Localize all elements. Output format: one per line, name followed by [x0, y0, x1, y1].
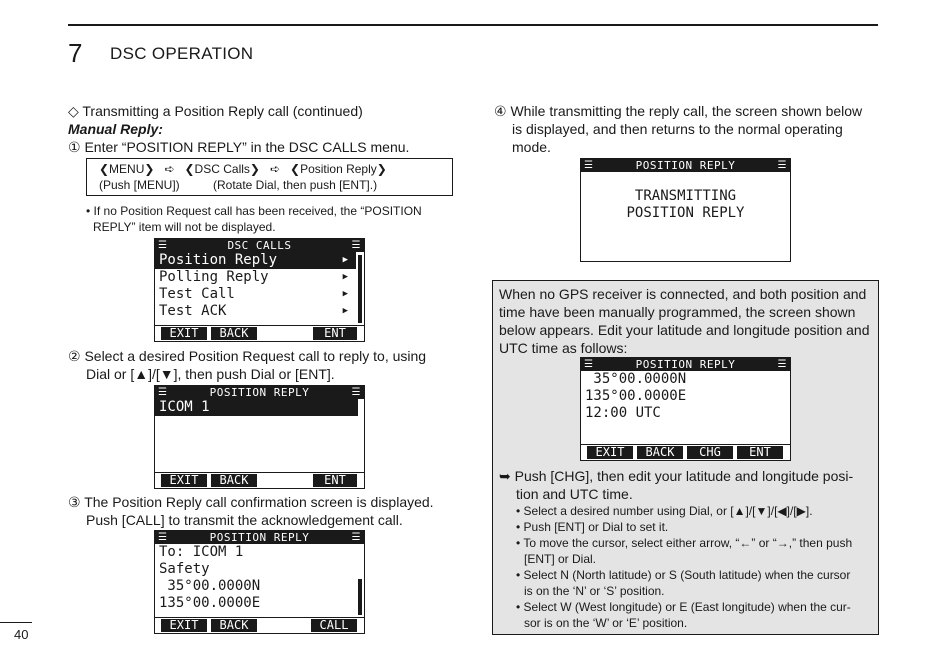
- softkey-exit[interactable]: EXIT: [587, 446, 633, 459]
- step-4-line2: is displayed, and then returns to the normal operating: [512, 121, 843, 137]
- header-rule: [68, 24, 878, 26]
- hamburger-icon: ☰: [351, 240, 361, 251]
- lcd-dsc-calls: [154, 238, 365, 342]
- bullet-move-cursor-1: • To move the cursor, select either arrow, “←” or “→,” then push: [516, 536, 853, 550]
- menu-item-polling-reply[interactable]: Polling Reply ▶: [159, 269, 348, 285]
- menu-path-rotate-dial: (Rotate Dial, then push [ENT].): [213, 178, 378, 192]
- lcd-position-select: [154, 385, 365, 489]
- lcd-title: POSITION REPLY: [209, 531, 310, 544]
- transmitting-line1: TRANSMITTING: [634, 188, 737, 204]
- hamburger-icon: ☰: [584, 359, 594, 370]
- hamburger-icon: ☰: [777, 359, 787, 370]
- call-list-item[interactable]: ICOM 1: [155, 399, 358, 416]
- confirm-latitude: 35°00.0000N: [159, 578, 261, 594]
- arrow-right-icon: ▶: [342, 272, 348, 282]
- box-intro-line3: below appears. Edit your latitude and longitude position and: [499, 322, 870, 338]
- softkey-back[interactable]: BACK: [637, 446, 683, 459]
- box-intro-line4: UTC time as follows:: [499, 340, 628, 356]
- hamburger-icon: ☰: [158, 240, 168, 251]
- step-4-line1: ④ While transmitting the reply call, the screen shown below: [494, 103, 863, 119]
- softkey-call[interactable]: CALL: [311, 619, 357, 632]
- menu-item-test-ack[interactable]: Test ACK ▶: [159, 303, 348, 319]
- arrow-right-icon: ▶: [342, 289, 348, 299]
- confirm-category: Safety: [159, 561, 210, 577]
- menu-path-push-menu: (Push [MENU]): [99, 178, 180, 192]
- softkey-bar: [155, 472, 364, 488]
- lcd-confirm: [154, 530, 365, 634]
- step-4-line3: mode.: [512, 139, 551, 155]
- edit-longitude: 135°00.0000E: [585, 388, 687, 404]
- softkey-bar: [581, 444, 790, 460]
- lcd-transmitting: [580, 158, 791, 262]
- lcd-title-bar: [155, 239, 364, 252]
- scrollbar[interactable]: [358, 255, 362, 323]
- bullet-select-number: • Select a desired number using Dial, or [▲]/[▼]/[◀]/[▶].: [516, 504, 813, 518]
- lcd-title-bar: [155, 386, 364, 399]
- note-1-line2: REPLY” item will not be displayed.: [93, 220, 276, 234]
- step-1: ① Enter “POSITION REPLY” in the DSC CALLS menu.: [68, 139, 410, 155]
- transmitting-line2: POSITION REPLY: [626, 205, 745, 221]
- hamburger-icon: ☰: [351, 387, 361, 398]
- lcd-title-bar: [581, 358, 790, 371]
- softkey-chg[interactable]: CHG: [687, 446, 733, 459]
- hamburger-icon: ☰: [351, 532, 361, 543]
- softkey-exit[interactable]: EXIT: [161, 327, 207, 340]
- menu-item-test-call[interactable]: Test Call ▶: [159, 286, 348, 302]
- step-2-line2: Dial or [▲]/[▼], then push Dial or [ENT].: [86, 366, 335, 382]
- subheading-manual-reply: Manual Reply:: [68, 121, 163, 137]
- softkey-back[interactable]: BACK: [211, 619, 257, 632]
- lcd-title-bar: [581, 159, 790, 172]
- softkey-bar: [155, 617, 364, 633]
- step-3-line1: ③ The Position Reply call confirmation screen is displayed.: [68, 494, 434, 510]
- chapter-number: 7: [68, 38, 83, 68]
- arrow-right-icon: ▶: [342, 255, 348, 265]
- lcd-title: POSITION REPLY: [209, 386, 310, 399]
- gps-note-box: [492, 280, 879, 635]
- page-number: 40: [14, 627, 29, 642]
- chapter-title: DSC OPERATION: [110, 44, 254, 63]
- lcd-title-bar: [155, 531, 364, 544]
- lcd-title: DSC CALLS: [227, 239, 292, 252]
- bullet-longitude-2: sor is on the ‘W’ or ‘E’ position.: [524, 616, 688, 630]
- softkey-exit[interactable]: EXIT: [161, 619, 207, 632]
- page-number-rule: [0, 622, 32, 623]
- section-title: ◇ Transmitting a Position Reply call (continued): [68, 103, 363, 119]
- hamburger-icon: ☰: [158, 532, 168, 543]
- softkey-exit[interactable]: EXIT: [161, 474, 207, 487]
- bullet-move-cursor-2: [ENT] or Dial.: [524, 552, 597, 566]
- push-chg-line1: ➥ Push [CHG], then edit your latitude and longitude posi-: [499, 468, 854, 484]
- lcd-title: POSITION REPLY: [635, 159, 736, 172]
- confirm-to: To: ICOM 1: [159, 544, 244, 560]
- lcd-title: POSITION REPLY: [635, 358, 736, 371]
- softkey-ent[interactable]: ENT: [313, 327, 357, 340]
- edit-latitude: 35°00.0000N: [585, 371, 687, 387]
- softkey-ent[interactable]: ENT: [737, 446, 783, 459]
- confirm-longitude: 135°00.0000E: [159, 595, 261, 611]
- scrollbar[interactable]: [358, 579, 362, 615]
- note-1-line1: • If no Position Request call has been received, the “POSITION: [86, 204, 422, 218]
- step-2-line1: ② Select a desired Position Request call to reply to, using: [68, 348, 427, 364]
- menu-path-line1: ❮MENU❯ ➪ ❮DSC Calls❯ ➪ ❮Position Reply❯: [99, 162, 387, 176]
- softkey-bar: [155, 325, 364, 341]
- bullet-push-ent: • Push [ENT] or Dial to set it.: [516, 520, 669, 534]
- softkey-back[interactable]: BACK: [211, 474, 257, 487]
- hamburger-icon: ☰: [158, 387, 168, 398]
- box-intro-line2: time have been manually programmed, the screen shown: [499, 304, 856, 320]
- bullet-latitude-2: is on the ‘N’ or ‘S’ position.: [524, 584, 665, 598]
- edit-utc-time: 12:00 UTC: [585, 405, 661, 421]
- lcd-edit-position: [580, 357, 791, 461]
- bullet-latitude-1: • Select N (North latitude) or S (South latitude) when the cursor: [516, 568, 851, 582]
- arrow-right-icon: ▶: [342, 306, 348, 316]
- push-chg-line2: tion and UTC time.: [516, 486, 633, 502]
- softkey-ent[interactable]: ENT: [313, 474, 357, 487]
- softkey-back[interactable]: BACK: [211, 327, 257, 340]
- menu-item-position-reply[interactable]: Position Reply ▶: [155, 252, 356, 269]
- menu-path-box: [86, 158, 453, 196]
- box-intro-line1: When no GPS receiver is connected, and both position and: [499, 286, 867, 302]
- hamburger-icon: ☰: [777, 160, 787, 171]
- hamburger-icon: ☰: [584, 160, 594, 171]
- bullet-longitude-1: • Select W (West longitude) or E (East longitude) when the cur-: [516, 600, 851, 614]
- step-3-line2: Push [CALL] to transmit the acknowledgement call.: [86, 512, 403, 528]
